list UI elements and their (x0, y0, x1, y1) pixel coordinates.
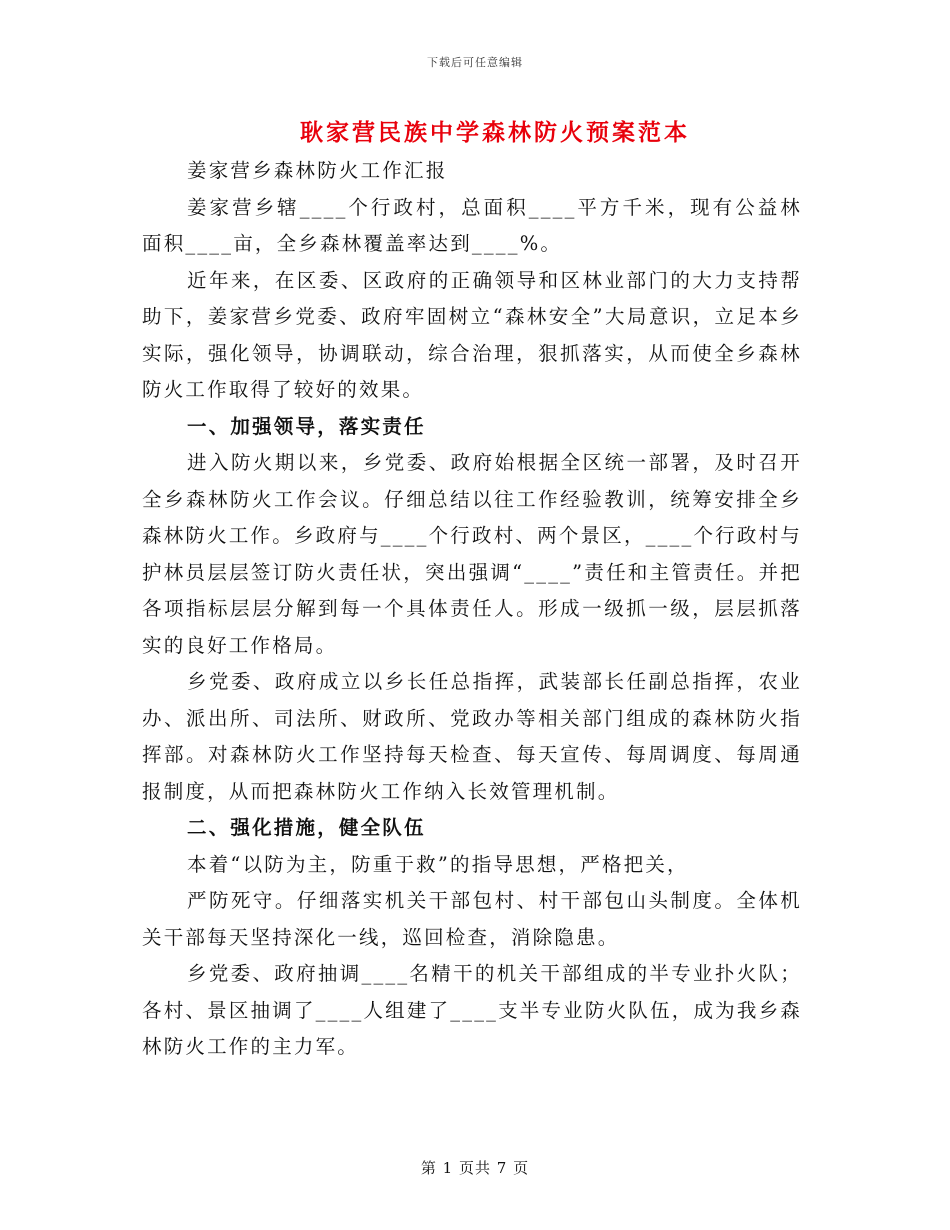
paragraph-section2-a: 本着“以防为主，防重于救”的指导思想，严格把关， (187, 852, 689, 876)
section-heading-2: 二、强化措施，健全队伍 (187, 816, 426, 839)
paragraph-subtitle: 姜家营乡森林防火工作汇报 (187, 159, 448, 182)
paragraph-section2-b: 严防死守。仔细落实机关干部包村、村干部包山头制度。全体机关干部每天坚持深化一线，巡回检查，消除隐患。 (142, 889, 802, 949)
paragraph-section1-b: 乡党委、政府成立以乡长任总指挥，武装部长任副总指挥，农业办、派出所、司法所、财政所、党政办等相关部门组成的森林防火指挥部。对森林防火工作坚持每天检查、每天宣传、每周调度、每周通报制度，从而把森林防火工作纳入长效管理机制。 (142, 670, 802, 803)
paragraph-section2-c: 乡党委、政府抽调____名精干的机关干部组成的半专业扑火队；各村、景区抽调了____人组建了____支半专业防火队伍，成为我乡森林防火工作的主力军。 (142, 962, 802, 1058)
paragraph-section1-a: 进入防火期以来，乡党委、政府始根据全区统一部署，及时召开全乡森林防火工作会议。仔细总结以往工作经验教训，统筹安排全乡森林防火工作。乡政府与____个行政村、两个景区，____个行政村与护林员层层签订防火责任状，突出强调“____”责任和主管责任。并把各项指标层层分解到每一个具体责任人。形成一级抓一级，层层抓落实的良好工作格局。 (142, 451, 802, 657)
page-number: 第 1 页共 7 页 (420, 1159, 530, 1177)
document-body (142, 153, 802, 1066)
document-title: 耿家营民族中学森林防火预案范本 (300, 119, 690, 146)
paragraph-intro: 近年来，在区委、区政府的正确领导和区林业部门的大力支持帮助下，姜家营乡党委、政府牢固树立“森林安全”大局意识，立足本乡实际，强化领导，协调联动，综合治理，狠抓落实，从而使全乡森林防火工作取得了较好的效果。 (142, 268, 802, 401)
page-header-note: 下载后可任意编辑 (427, 56, 523, 69)
section-heading-1: 一、加强领导，落实责任 (187, 414, 426, 438)
paragraph-overview: 姜家营乡辖____个行政村，总面积____平方千米，现有公益林面积____亩，全乡森林覆盖率达到____%。 (142, 195, 802, 255)
